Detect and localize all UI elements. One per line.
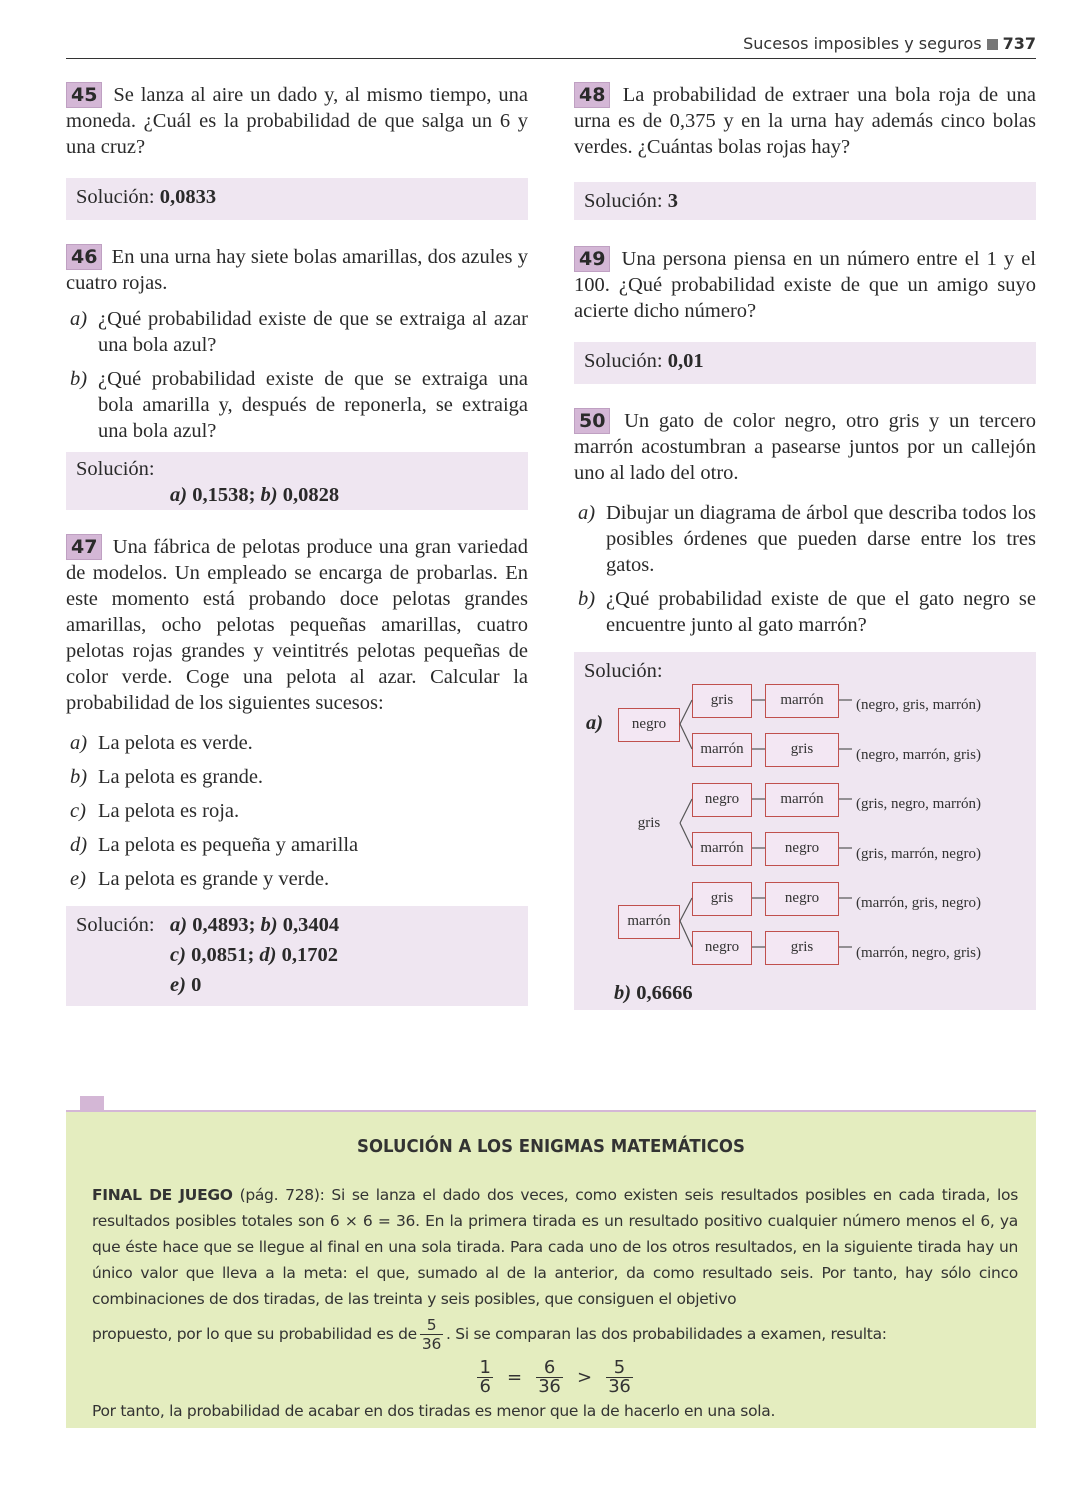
equation: $\frac{1}{6}$ = $\frac{6}{36}$ > $\frac{5}{36}$	[479, 1357, 631, 1397]
list-item: d) La pelota es pequeña y amarilla	[70, 834, 359, 856]
header-text	[743, 34, 1036, 53]
problem-text: Una fábrica de pelotas produce una gran variedad de modelos. Un empleado se encarga de probarlas. En este momento está probando doce pelotas grandes amarillas, ocho pelotas pequeñas amarillas, cuatro pelotas rojas grandes y veintitrés pelotas pequeñas de color verde. Coge una pelota al azar. Calcular la probabilidad de los siguientes sucesos:	[66, 536, 528, 714]
list-item: e) La pelota es grande y verde.	[70, 868, 330, 890]
solution-49	[574, 342, 1036, 384]
solution-value: 0,01	[667, 350, 704, 372]
solution-47: Solución: a) 0,4893; b) 0,3404 c) 0,0851; d) 0,1702 e) 0	[66, 906, 528, 1006]
problem-number: 50	[574, 408, 610, 434]
tree-node-level2: gris	[692, 684, 752, 718]
enigma-lead-ref: (pág. 728):	[239, 1186, 325, 1204]
list-item: b) ¿Qué probabilidad existe de que el gato negro se encuentre junto al gato marrón?	[578, 588, 1036, 636]
solution-b-value: 0,6666	[636, 982, 693, 1004]
solution-value: 0,0833	[159, 186, 217, 208]
right-column	[574, 82, 1036, 1010]
problem-number: 45	[66, 82, 102, 108]
tree-root: gris	[618, 807, 680, 841]
problem-46	[66, 244, 528, 296]
solution-label: Solución:	[584, 350, 663, 372]
square-icon	[987, 39, 998, 50]
page-number: 737	[1002, 34, 1036, 53]
tree-node-level3: marrón	[765, 783, 839, 817]
list-item: a) Dibujar un diagrama de árbol que describa todos los posibles órdenes que pueden darse entre los tres gatos.	[578, 502, 1036, 576]
problem-45	[66, 82, 528, 160]
tree-result: (marrón, gris, negro)	[856, 895, 981, 911]
solution-label: Solución:	[76, 458, 155, 480]
problem-50-items	[574, 500, 1036, 638]
problem-number: 47	[66, 534, 102, 560]
enigma-title: SOLUCIÓN A LOS ENIGMAS MATEMÁTICOS	[357, 1136, 745, 1157]
problem-47-items	[66, 730, 528, 892]
tree-root: marrón	[618, 905, 680, 939]
tree-result: (gris, marrón, negro)	[856, 846, 981, 862]
tree-result: (negro, marrón, gris)	[856, 747, 981, 763]
problem-number: 49	[574, 246, 610, 272]
tree-node-level2: marrón	[692, 832, 752, 866]
solution-45	[66, 178, 528, 220]
solution-50	[574, 652, 1036, 1010]
list-item: c) La pelota es roja.	[70, 800, 240, 822]
enigma-text-2: propuesto, por lo que su probabilidad es de	[92, 1325, 417, 1343]
problem-50	[574, 408, 1036, 486]
tree-result: (negro, gris, marrón)	[856, 697, 981, 713]
tree-node-level2: gris	[692, 882, 752, 916]
page-header	[66, 32, 1036, 59]
solution-value: 3	[667, 190, 678, 212]
enigma-text-3: . Si se comparan las dos probabilidades a examen, resulta:	[446, 1325, 887, 1343]
tree-node-level3: gris	[765, 733, 839, 767]
tree-root: negro	[618, 708, 680, 742]
list-item: b) La pelota es grande.	[70, 766, 264, 788]
problem-text: En una urna hay siete bolas amarillas, dos azules y cuatro rojas.	[66, 246, 528, 294]
list-item: b) ¿Qué probabilidad existe de que se extraiga una bola amarilla y, después de reponerla, se extraiga una bola azul?	[70, 368, 528, 442]
solution-label: Solución:	[584, 660, 663, 682]
tree-diagram	[574, 652, 1036, 1010]
tree-node-level3: negro	[765, 832, 839, 866]
solution-label: Solución:	[76, 914, 155, 936]
problem-text: La probabilidad de extraer una bola roja de una urna es de 0,375 y en la urna hay además cinco bolas verdes. ¿Cuántas bolas rojas hay?	[574, 84, 1036, 158]
problem-47	[66, 534, 528, 716]
list-item: a) ¿Qué probabilidad existe de que se extraiga al azar una bola azul?	[70, 308, 528, 356]
problem-text: Una persona piensa en un número entre el 1 y el 100. ¿Qué probabilidad existe de que un amigo suyo acierte dicho número?	[574, 248, 1037, 322]
tree-result: (marrón, negro, gris)	[856, 945, 981, 961]
solution-label: Solución:	[584, 190, 663, 212]
tree-node-level3: marrón	[765, 684, 839, 718]
enigma-body	[92, 1182, 1018, 1424]
tree-node-level3: negro	[765, 882, 839, 916]
tree-result: (gris, negro, marrón)	[856, 796, 981, 812]
enigma-lead: FINAL DE JUEGO	[92, 1186, 233, 1204]
enigma-conclusion: Por tanto, la probabilidad de acabar en dos tiradas es menor que la de hacerlo en una sola.	[92, 1402, 776, 1420]
fraction: $\frac{5}{36}$	[421, 1316, 442, 1353]
solution-label: Solución:	[76, 186, 155, 208]
enigma-text-1: Si se lanza el dado dos veces, como existen seis resultados posibles en cada tirada, los resultados posibles totales son 6 × 6 = 36. En la primera tirada es un resultado positivo cualquier número menos el 6, ya que éste hace que se llegue al final en una sola tirada. Para cada uno de los otros resultados, en la siguiente tirada hay un único valor que lleva a la meta: el que, sumado al de la anterior, da como resultado seis. Por tanto, hay sólo cinco combinaciones de dos tiradas, de las treinta y seis posibles, que consiguen el objetivo	[92, 1186, 1018, 1308]
list-item: a) La pelota es verde.	[70, 732, 253, 754]
tree-node-level3: gris	[765, 931, 839, 965]
problem-number: 46	[66, 244, 102, 270]
enigma-box	[66, 1112, 1036, 1428]
problem-text: Se lanza al aire un dado y, al mismo tiempo, una moneda. ¿Cuál es la probabilidad de que salga un 6 y una cruz?	[66, 84, 528, 158]
problem-text: Un gato de color negro, otro gris y un tercero marrón acostumbran a pasearse juntos por un callejón uno al lado del otro.	[574, 410, 1036, 484]
problem-46-items	[66, 306, 528, 444]
problem-49	[574, 246, 1036, 324]
section-title: Sucesos imposibles y seguros	[743, 34, 982, 53]
tree-node-level2: marrón	[692, 733, 752, 767]
solution-b-label: b)	[614, 982, 632, 1004]
solution-48	[574, 182, 1036, 220]
problem-48	[574, 82, 1036, 160]
solution-a-label: a)	[586, 712, 604, 734]
solution-46: Solución: a) 0,1538; b) 0,0828	[66, 452, 528, 510]
tree-node-level2: negro	[692, 931, 752, 965]
tree-node-level2: negro	[692, 783, 752, 817]
left-column	[66, 82, 528, 1006]
problem-number: 48	[574, 82, 610, 108]
